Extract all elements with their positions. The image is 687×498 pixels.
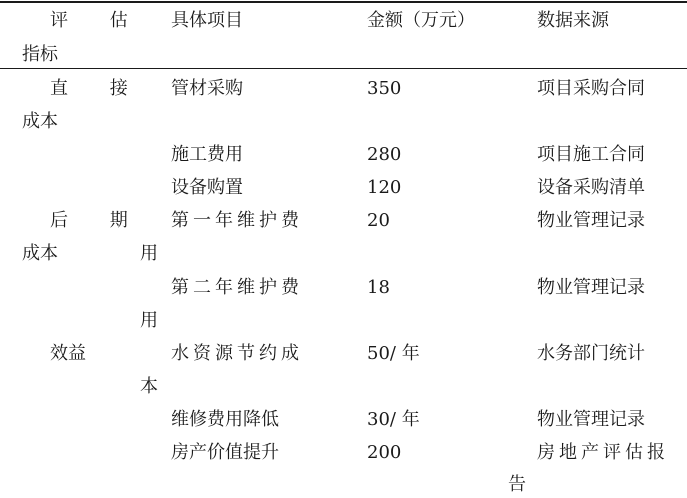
amount-cell: 30/ 年 xyxy=(367,409,420,430)
indicator-cell: 后 期 xyxy=(50,210,146,231)
source-cell: 物业管理记录 xyxy=(537,409,645,430)
item-cell: 管材采购 xyxy=(171,78,243,99)
header-amount: 金额（万元） xyxy=(367,10,475,31)
item-cell: 第二年维护费 xyxy=(171,277,303,298)
item-cell: 房产价值提升 xyxy=(171,442,279,463)
source-cell: 物业管理记录 xyxy=(537,277,645,298)
item-cell-cont: 用 xyxy=(140,310,158,331)
amount-cell: 18 xyxy=(367,277,390,298)
source-cell: 物业管理记录 xyxy=(537,210,645,231)
header-source: 数据来源 xyxy=(537,10,609,31)
item-cell: 维修费用降低 xyxy=(171,409,279,430)
amount-cell: 280 xyxy=(367,144,402,165)
item-cell-cont: 用 xyxy=(140,243,158,264)
amount-cell: 50/ 年 xyxy=(367,343,420,364)
amount-cell: 350 xyxy=(367,78,402,99)
header-item: 具体项目 xyxy=(171,10,243,31)
source-cell: 房地产评估报 xyxy=(537,442,669,463)
source-cell: 水务部门统计 xyxy=(537,343,645,364)
amount-cell: 120 xyxy=(367,177,402,198)
item-cell: 第一年维护费 xyxy=(171,210,303,231)
source-cell: 项目采购合同 xyxy=(537,78,645,99)
source-cell-cont: 告 xyxy=(508,474,526,495)
source-cell: 设备采购清单 xyxy=(537,177,645,198)
indicator-cell-cont: 成本 xyxy=(22,111,58,132)
item-cell: 水资源节约成 xyxy=(171,343,303,364)
top-rule xyxy=(0,1,687,3)
indicator-cell: 效益 xyxy=(50,343,86,364)
indicator-cell: 直 接 xyxy=(50,78,146,99)
indicator-cell-cont: 成本 xyxy=(22,243,58,264)
header-indicator: 评 估 xyxy=(50,10,146,31)
header-rule xyxy=(0,68,687,69)
amount-cell: 200 xyxy=(367,442,402,463)
item-cell: 施工费用 xyxy=(171,144,243,165)
header-indicator-cont: 指标 xyxy=(22,44,58,65)
source-cell: 项目施工合同 xyxy=(537,144,645,165)
item-cell: 设备购置 xyxy=(171,177,243,198)
amount-cell: 20 xyxy=(367,210,390,231)
item-cell-cont: 本 xyxy=(140,376,158,397)
